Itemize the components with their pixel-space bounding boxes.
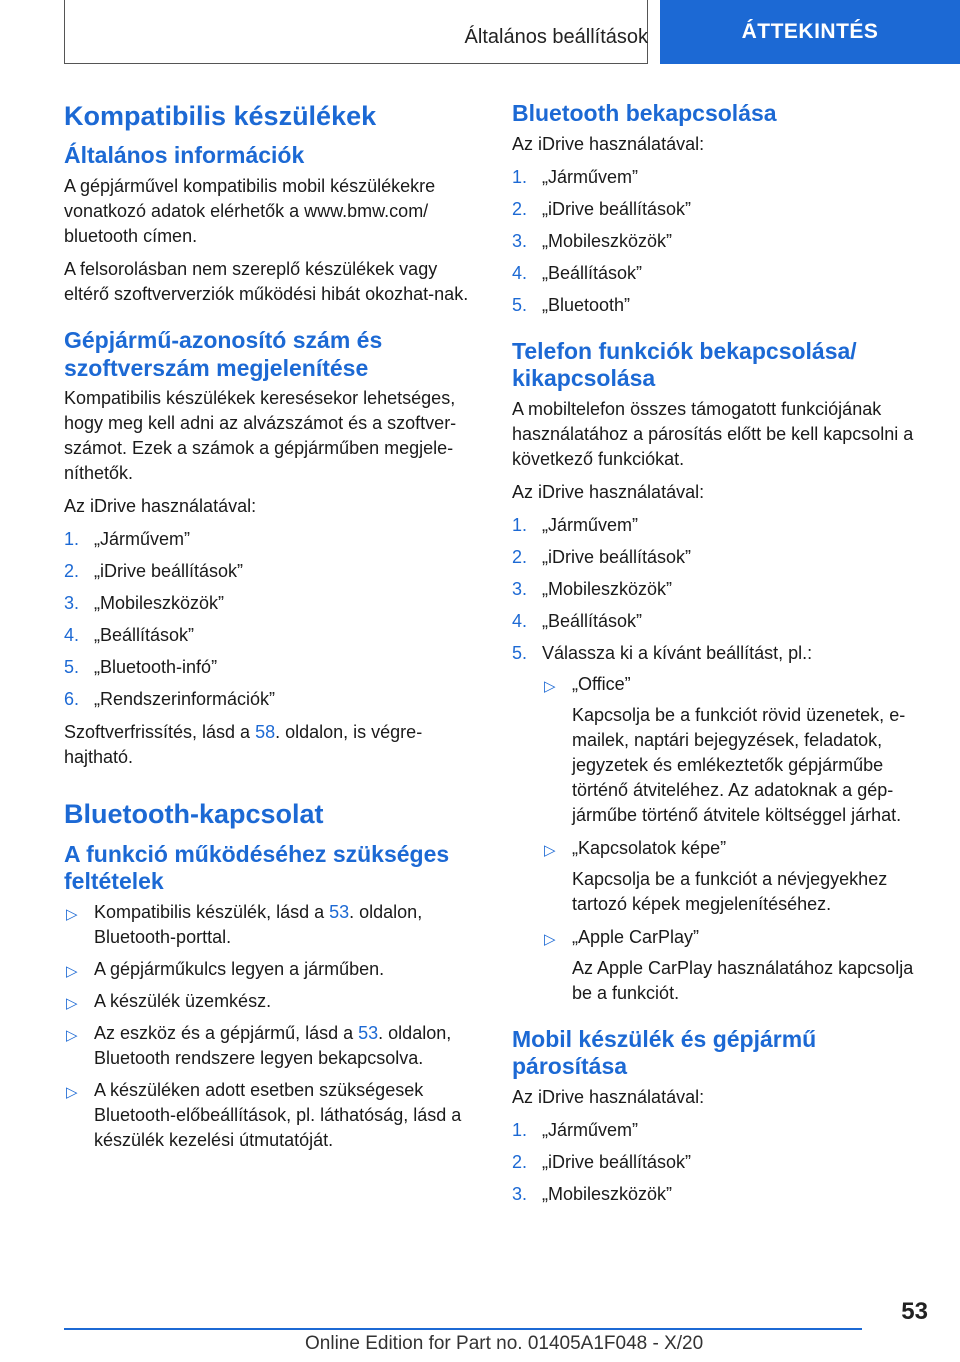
header-section-title: Általános beállítások xyxy=(464,26,648,48)
triangle-bullet-icon: ▷ xyxy=(66,1026,78,1044)
right-column xyxy=(512,100,928,1215)
page-header xyxy=(64,0,960,66)
list-item: 4. „Beállítások” xyxy=(512,610,643,631)
header-tab-overview[interactable]: ÁTTEKINTÉS xyxy=(660,0,960,64)
list-item: 3. „Mobileszközök” xyxy=(512,578,673,599)
list-item: 4. „Beállítások” xyxy=(64,625,195,646)
paragraph-general-2: A felsorolásban nem szereplő készülékek vagy eltérő szoftververziók működési hibát okozhat-nak. xyxy=(64,258,469,304)
list-item: 2. „iDrive beállítások” xyxy=(64,561,244,582)
list-item: 1. „Járművem” xyxy=(512,166,639,187)
list-item: 4. „Beállítások” xyxy=(512,262,643,283)
triangle-bullet-icon: ▷ xyxy=(66,1083,78,1101)
page-number: 53 xyxy=(901,1298,928,1325)
phone-steps-list xyxy=(512,513,928,1006)
page-link-53[interactable]: 53 xyxy=(358,1022,379,1043)
list-item: ▷ „Kapcsolatok képe” Kapcsolja be a funkciót a névjegyekhez tartozó képek megjelenítéséhez. xyxy=(544,837,888,914)
list-item: 5. Válassza ki a kívánt beállítást, pl.: ▷ „Office” Kapcsolja be a funkciót rövid üzenetek, e-mailek, naptári bejegyzések, feladatok, jegyzetek és emlékeztetők gépjárműbe történő átviteléhez. Az adatoknak a gép-járműbe történő átvitele költséggel járhat. ▷ „Kapcsolatok képe” Kapcsolja be a funkciót a névjegyekhez tartozó képek megjelenítéséhez. ▷ „Apple CarPlay” Az Apple CarPlay használatához kapcsolja be a funkciót. xyxy=(512,641,928,1006)
list-item: 5. „Bluetooth-infó” xyxy=(64,657,218,678)
paragraph-phone-2: Az iDrive használatával: xyxy=(512,481,705,502)
triangle-bullet-icon: ▷ xyxy=(66,962,78,980)
list-item: 1. „Járművem” xyxy=(64,529,191,550)
list-item: ▷ Kompatibilis készülék, lásd a 53. oldalon, Bluetooth-porttal. xyxy=(66,901,423,947)
triangle-bullet-icon: ▷ xyxy=(544,930,556,948)
paragraph-phone-1: A mobiltelefon összes támogatott funkciójának használatához a párosítás előtt be kell kapcsolni a következő funkciókat. xyxy=(512,398,914,469)
page-link-58[interactable]: 58 xyxy=(255,722,276,743)
footer-divider xyxy=(64,1328,862,1330)
heading-pairing: Mobil készülék és gépjármű párosítása xyxy=(512,1025,817,1080)
paragraph-general-1: A gépjárművel kompatibilis mobil készülékekre vonatkozó adatok elérhetők a www.bmw.com/ bluetooth címen. xyxy=(64,175,436,246)
left-column xyxy=(64,100,480,1161)
list-item: ▷ A készüléken adott esetben szükségesek Bluetooth-előbeállítások, pl. láthatóság, lásd a készülék kezelési útmutatóját. xyxy=(66,1079,462,1150)
list-item: 3. „Mobileszközök” xyxy=(512,1183,673,1204)
options-list xyxy=(542,672,928,1006)
paragraph-vin-1: Kompatibilis készülékek keresésekor lehetséges, hogy meg kell adni az alvázszámot és a szoftver-számot. Ezek a számok a gépjárműben megjele-níthetők. xyxy=(64,388,457,484)
paragraph-bt-on: Az iDrive használatával: xyxy=(512,133,705,154)
list-item: 3. „Mobileszközök” xyxy=(512,230,673,251)
list-item: 3. „Mobileszközök” xyxy=(64,593,225,614)
heading-compatible-devices: Kompatibilis készülékek xyxy=(64,101,377,131)
vin-steps-list xyxy=(64,527,480,712)
paragraph-pair: Az iDrive használatával: xyxy=(512,1086,705,1107)
list-item: ▷ A készülék üzemkész. xyxy=(64,989,480,1014)
triangle-bullet-icon: ▷ xyxy=(66,994,78,1012)
list-item: ▷ Az eszköz és a gépjármű, lásd a 53. oldalon, Bluetooth rendszere legyen bekapcsolva. xyxy=(66,1022,452,1068)
list-item: ▷ A gépjárműkulcs legyen a járműben. xyxy=(64,957,480,982)
triangle-bullet-icon: ▷ xyxy=(544,677,556,695)
list-item: 2. „iDrive beállítások” xyxy=(512,198,692,219)
bt-steps-list xyxy=(512,165,928,318)
list-item: 1. „Járművem” xyxy=(512,1119,639,1140)
paragraph-software-update: Szoftverfrissítés, lásd a 58. oldalon, is végre-hajtható. xyxy=(64,722,423,768)
requirements-list xyxy=(64,900,480,1153)
triangle-bullet-icon: ▷ xyxy=(66,905,78,923)
list-item: 2. „iDrive beállítások” xyxy=(512,1151,692,1172)
heading-phone-functions: Telefon funkciók bekapcsolása/ kikapcsolása xyxy=(512,337,857,392)
pair-steps-list xyxy=(512,1118,928,1207)
list-item: ▷ „Office” Kapcsolja be a funkciót rövid üzenetek, e-mailek, naptári bejegyzések, feladatok, jegyzetek és emlékeztetők gépjárműbe történő átviteléhez. Az adatoknak a gép-járműbe történő átvitele költséggel járhat. xyxy=(544,673,906,825)
triangle-bullet-icon: ▷ xyxy=(544,841,556,859)
list-item: 5. „Bluetooth” xyxy=(512,294,631,315)
list-item: 1. „Járművem” xyxy=(512,514,639,535)
footer-edition: Online Edition for Part no. 01405A1F048 - X/20 xyxy=(305,1333,704,1354)
list-item: 6. „Rendszerinformációk” xyxy=(64,689,276,710)
list-item: ▷ „Apple CarPlay” Az Apple CarPlay használatához kapcsolja be a funkciót. xyxy=(544,926,914,1003)
heading-vin-display: Gépjármű-azonosító szám és szoftverszám megjelenítése xyxy=(64,326,383,381)
heading-general-info: Általános információk xyxy=(64,142,305,169)
list-item: 2. „iDrive beállítások” xyxy=(512,546,692,567)
heading-bluetooth-on: Bluetooth bekapcsolása xyxy=(512,100,777,126)
page-link-53[interactable]: 53 xyxy=(329,901,350,922)
heading-requirements: A funkció működéséhez szükséges feltételek xyxy=(64,840,450,895)
heading-bluetooth-connection: Bluetooth-kapcsolat xyxy=(64,799,324,830)
paragraph-vin-2: Az iDrive használatával: xyxy=(64,496,257,517)
